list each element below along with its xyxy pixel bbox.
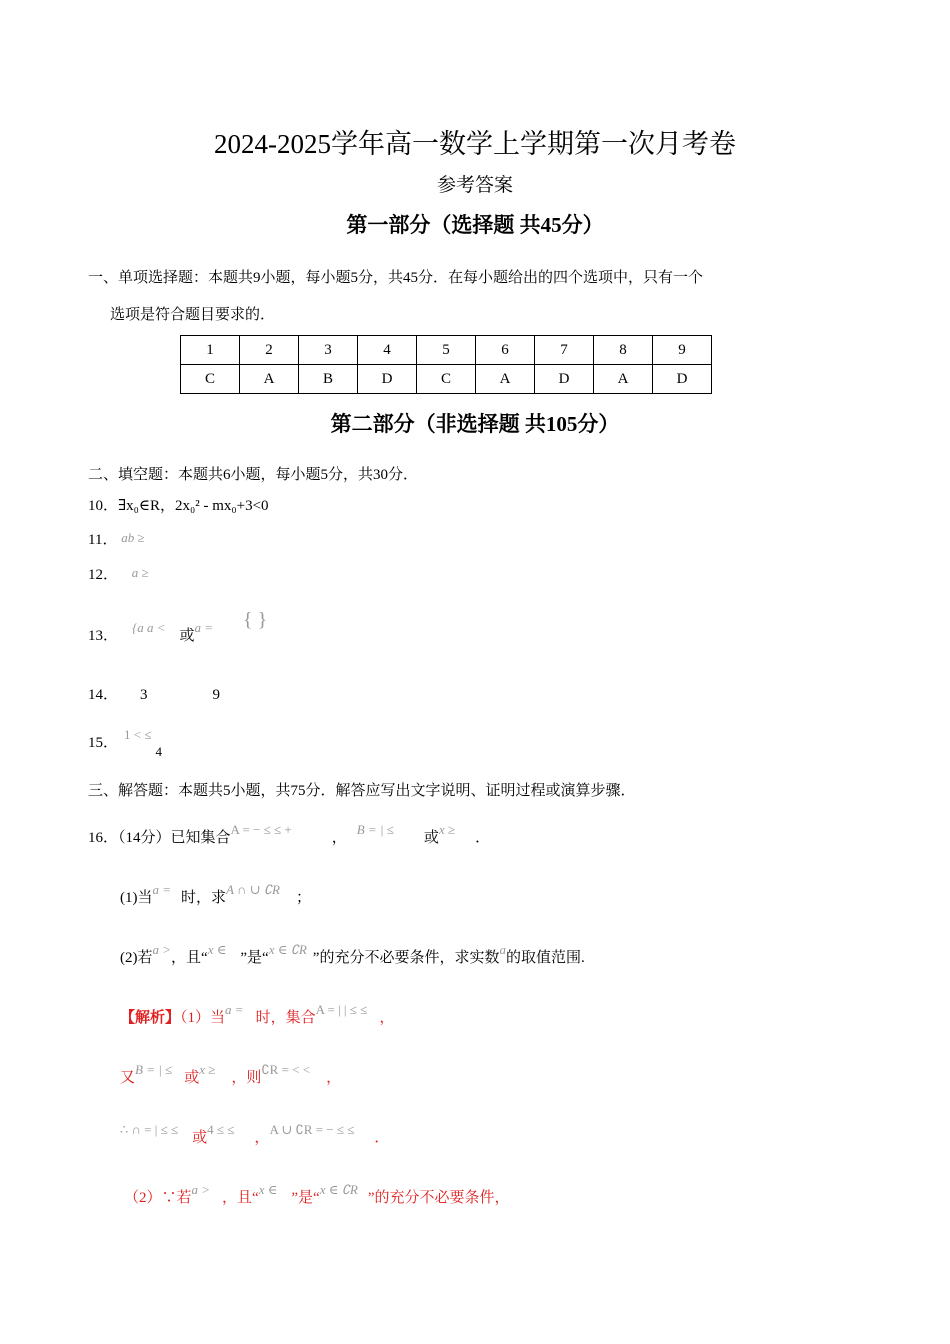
q-text: ，	[331, 830, 347, 846]
solution-line-2	[120, 1062, 342, 1087]
math-fragment: x ∈ ∁R	[319, 1182, 358, 1197]
table-cell: C	[417, 365, 476, 394]
answer-table	[180, 335, 712, 394]
q-number: 16．	[88, 830, 119, 846]
solution-text: ”是“	[291, 1190, 320, 1206]
math-fragment: a	[499, 942, 506, 957]
answer-10	[88, 494, 269, 515]
math-fragment: a =	[152, 882, 172, 897]
solution-text: ，	[254, 1130, 270, 1146]
q-text: (1)当	[120, 890, 153, 906]
part2-heading: 第二部分（非选择题 共105分）	[330, 412, 620, 436]
math-fragment: a >	[152, 942, 172, 957]
math-fragment: 4 ≤ ≤	[207, 1122, 235, 1137]
table-cell: 4	[358, 336, 417, 365]
solution-text: ，	[379, 1010, 395, 1026]
q-text: ．	[475, 830, 491, 846]
table-cell: 1	[181, 336, 240, 365]
solution-line-1	[120, 1002, 395, 1027]
solution-text: ，且“	[222, 1190, 259, 1206]
answer-text: ∃x₀∈R，2x₀² - mx₀+3<0	[118, 498, 269, 514]
solution-text: ，则	[231, 1070, 262, 1086]
table-cell: 9	[653, 336, 712, 365]
q-text: 时，求	[181, 890, 227, 906]
table-cell: 8	[594, 336, 653, 365]
table-cell: B	[299, 365, 358, 394]
math-fragment: { }	[243, 609, 268, 631]
table-cell: C	[181, 365, 240, 394]
math-fragment: a >	[191, 1182, 211, 1197]
math-fragment: 1 < ≤	[124, 727, 152, 742]
solution-text: （2）∵若	[124, 1190, 192, 1206]
q-number: 13．	[88, 628, 119, 644]
math-fragment: x ∈ ∁R	[268, 942, 307, 957]
math-fragment: A ∩ ∪ ∁R	[226, 882, 280, 897]
math-fragment: A ∪ ∁R = − ≤ ≤	[269, 1122, 355, 1137]
solution-line-3	[120, 1122, 390, 1147]
math-fragment: a ≥	[131, 565, 149, 580]
table-cell: D	[358, 365, 417, 394]
table-cell: A	[594, 365, 653, 394]
answer-11	[88, 528, 145, 549]
math-fragment: x ≥	[199, 1062, 216, 1077]
table-cell: A	[240, 365, 299, 394]
table-cell: 2	[240, 336, 299, 365]
math-fragment: ∴ ∩ = | ≤ ≤	[120, 1122, 179, 1137]
math-fragment: {a a <	[132, 620, 166, 635]
math-fragment: B = | ≤	[356, 822, 394, 837]
solution-text: 或	[184, 1070, 200, 1086]
solution-text: ，	[326, 1070, 342, 1086]
q-number: 11．	[88, 532, 118, 548]
solution-text: （1）当	[180, 1010, 226, 1026]
q-text: ”是“	[240, 950, 269, 966]
section1-text-2: 选项是符合题目要求的．	[110, 307, 276, 323]
math-fragment: A = − ≤ ≤ +	[230, 822, 292, 837]
table-cell: D	[653, 365, 712, 394]
solution-text: 时，集合	[255, 1010, 316, 1026]
q-text: ；	[296, 890, 312, 906]
page-title: 2024-2025学年高一数学上学期第一次月考卷	[214, 129, 736, 159]
table-cell: 7	[535, 336, 594, 365]
solution-line-4	[124, 1182, 510, 1207]
table-cell: 6	[476, 336, 535, 365]
table-row-numbers	[181, 336, 712, 365]
math-fragment: a =	[225, 1002, 244, 1017]
or-text: 或	[179, 628, 195, 644]
part1-heading: 第一部分（选择题 共45分）	[346, 213, 604, 237]
q-number: 10．	[88, 498, 119, 514]
section2-text: 二、填空题：本题共6小题，每小题5分，共30分．	[88, 467, 419, 483]
math-fragment: B = | ≤	[135, 1062, 173, 1077]
q-number: 14．	[88, 687, 119, 703]
table-cell: 5	[417, 336, 476, 365]
q-text: （14分）已知集合	[118, 830, 231, 846]
section3-text: 三、解答题：本题共5小题，共75分．解答应写出文字说明、证明过程或演算步骤．	[88, 783, 636, 799]
math-fragment: x ∈	[258, 1182, 278, 1197]
answer-15	[88, 727, 162, 759]
q-text: 的取值范围.	[505, 950, 585, 966]
table-cell: 3	[299, 336, 358, 365]
table-row-answers	[181, 365, 712, 394]
q16-part2	[120, 942, 585, 967]
solution-text: ．	[374, 1130, 390, 1146]
solution-text: 又	[120, 1070, 136, 1086]
math-fragment: a =	[194, 620, 214, 635]
solution-label: 【解析】	[120, 1010, 181, 1026]
math-fragment: 4	[155, 744, 162, 759]
math-fragment: ab ≥	[121, 530, 145, 545]
answer-value: 9	[212, 687, 221, 703]
math-fragment: x ≥	[438, 822, 456, 837]
q16-stem	[88, 822, 491, 847]
q-text: (2)若	[120, 950, 153, 966]
answer-12	[88, 563, 149, 584]
q16-part1	[120, 882, 312, 907]
answer-value: 3	[140, 687, 148, 703]
math-fragment: ∁R = < <	[261, 1062, 311, 1077]
q-number: 12．	[88, 567, 119, 583]
table-cell: D	[535, 365, 594, 394]
math-fragment: x ∈	[207, 942, 227, 957]
answer-14	[88, 683, 220, 704]
table-cell: A	[476, 365, 535, 394]
q-number: 15．	[88, 735, 119, 751]
math-fragment: A = | | ≤ ≤	[315, 1002, 368, 1017]
subtitle: 参考答案	[436, 175, 513, 196]
q-text: 或	[423, 830, 439, 846]
q-text: ”的充分不必要条件，求实数	[312, 950, 500, 966]
q-text: ，且“	[171, 950, 208, 966]
section1-text: 一、单项选择题：本题共9小题，每小题5分，共45分．在每小题给出的四个选项中，只有一个	[88, 270, 704, 286]
answer-13	[88, 609, 268, 646]
solution-text: ”的充分不必要条件，	[367, 1190, 510, 1206]
solution-text: 或	[192, 1130, 208, 1146]
